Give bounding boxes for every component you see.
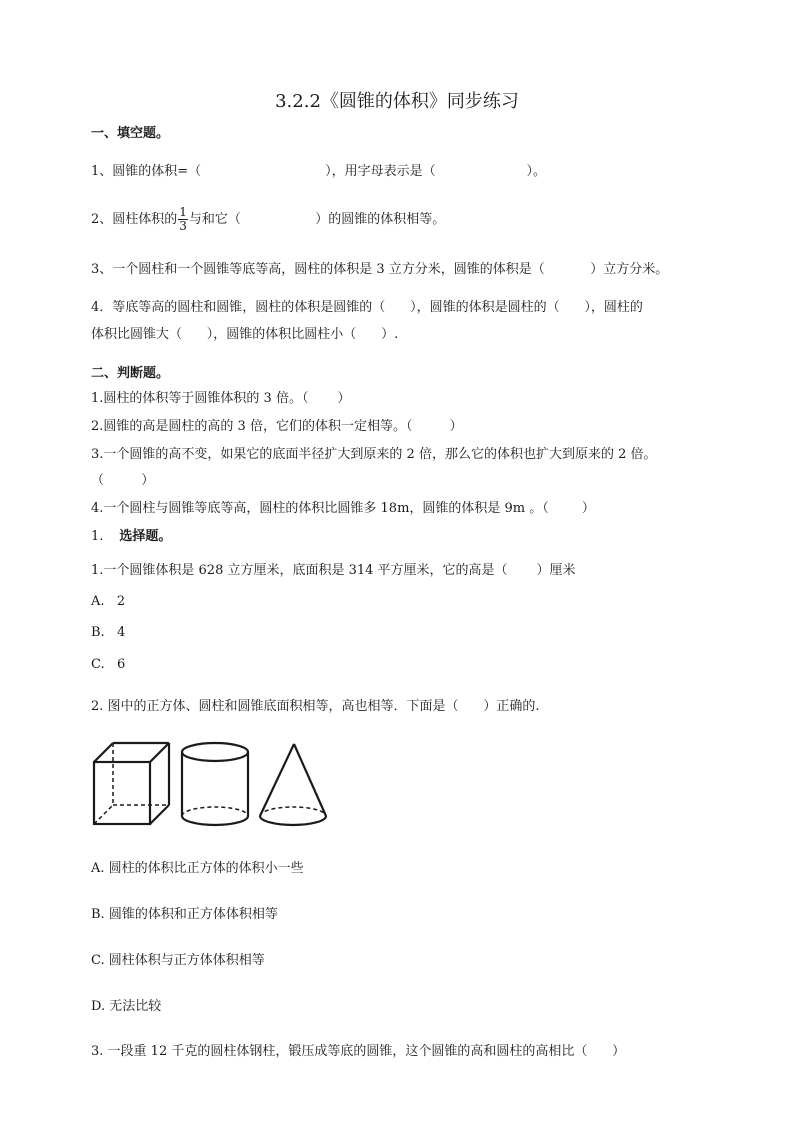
question-1-2 <box>91 205 445 235</box>
option-b-2: B. 圆锥的体积和正方体体积相等 <box>91 907 278 922</box>
question-2-2: 2.圆锥的高是圆柱的高的 3 倍，它们的体积一定相等。（ ） <box>91 419 463 434</box>
page-title: 3.2.2《圆锥的体积》同步练习 <box>275 91 519 112</box>
question-3-1: 1.一个圆锥体积是 628 立方厘米，底面积是 314 平方厘米，它的高是（ ）厘米 <box>91 563 576 578</box>
option-c: C. 6 <box>91 657 126 672</box>
section-heading-true-false: 二、判断题。 <box>91 366 170 381</box>
question-2-1: 1.圆柱的体积等于圆锥体积的 3 倍。（ ） <box>91 391 351 406</box>
section-heading-fill-blank: 一、填空题。 <box>91 126 170 141</box>
option-d-2: D. 无法比较 <box>91 999 162 1014</box>
question-1-2-prefix: 2、圆柱体积的 <box>91 212 178 227</box>
question-2-3-line2: （ ） <box>91 473 155 488</box>
option-a-2: A. 圆柱的体积比正方体的体积小一些 <box>91 861 304 876</box>
question-1-4-line2: 体积比圆锥大（ ），圆锥的体积比圆柱小（ ）. <box>91 327 399 342</box>
question-3-2: 2. 图中的正方体、圆柱和圆锥底面积相等，高也相等．下面是（ ）正确的. <box>91 699 540 714</box>
cylinder-shape <box>182 743 248 825</box>
option-c-2: C. 圆柱体积与正方体体积相等 <box>91 953 265 968</box>
question-1-2-suffix: 与和它（ ）的圆锥的体积相等。 <box>188 212 446 227</box>
solids-figure <box>91 738 331 830</box>
section-heading-choice <box>91 528 171 546</box>
option-b: B. 4 <box>91 625 126 640</box>
question-1-4-line1: 4．等底等高的圆柱和圆锥，圆柱的体积是圆锥的（ ），圆锥的体积是圆柱的（ ），圆柱的 <box>91 300 643 315</box>
fraction-numerator: 1 <box>179 205 187 219</box>
section-title: 选择题。 <box>119 529 172 544</box>
section-number: 1. <box>91 529 104 544</box>
question-1-1: 1、圆锥的体积=（ ），用字母表示是（ ）。 <box>91 164 547 179</box>
question-3-3: 3. 一段重 12 千克的圆柱体钢柱，锻压成等底的圆锥，这个圆锥的高和圆柱的高相比（ ） <box>91 1044 626 1059</box>
fraction-denominator: 3 <box>179 219 187 233</box>
cube-shape <box>94 743 169 824</box>
question-1-3: 3、一个圆柱和一个圆锥等底等高，圆柱的体积是 3 立方分米，圆锥的体积是（ ）立方分米。 <box>91 262 669 277</box>
cone-shape <box>260 744 326 825</box>
question-2-3-line1: 3.一个圆锥的高不变，如果它的底面半径扩大到原来的 2 倍，那么它的体积也扩大到原来的 2 倍。 <box>91 447 657 462</box>
option-a: A. 2 <box>91 594 126 609</box>
question-2-4: 4.一个圆柱与圆锥等底等高，圆柱的体积比圆锥多 18m，圆锥的体积是 9m 。（ ） <box>91 501 595 516</box>
fraction <box>178 206 188 233</box>
